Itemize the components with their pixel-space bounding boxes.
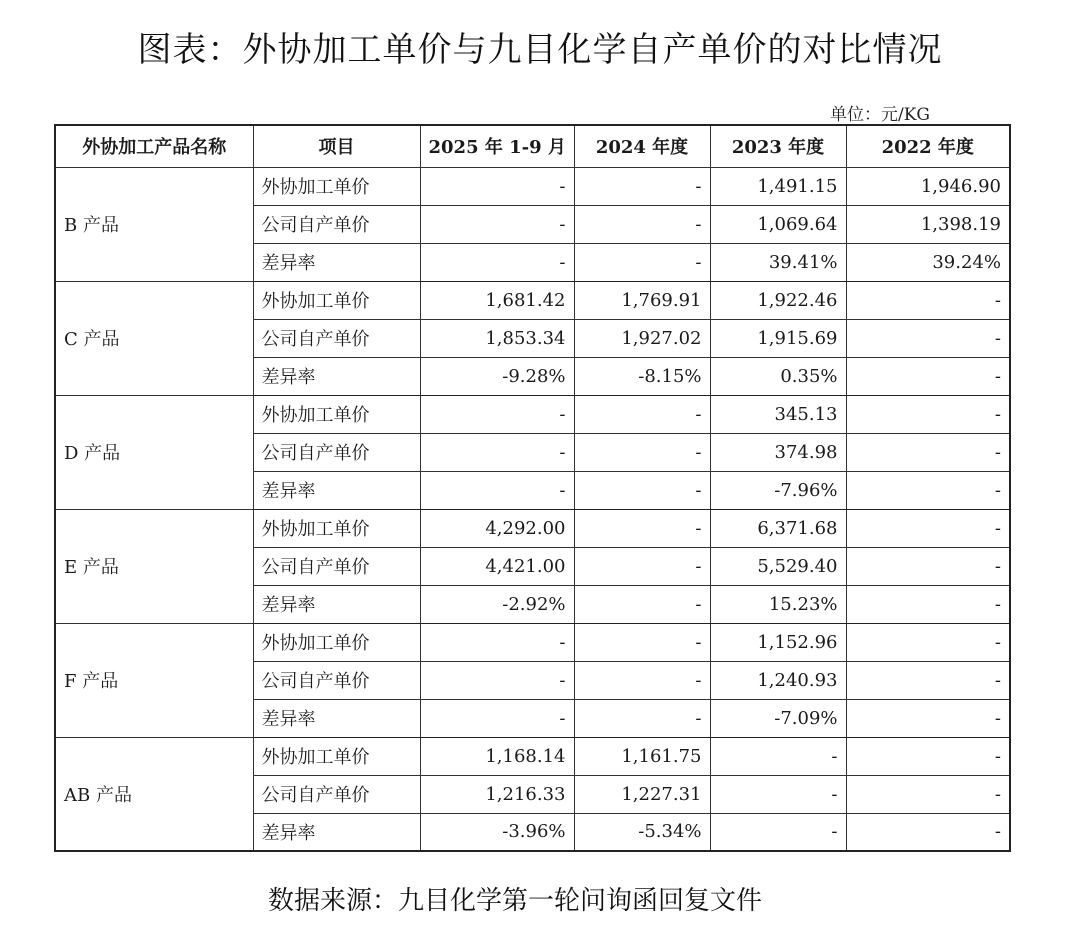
- value-cell: 1,927.02: [574, 319, 710, 357]
- value-cell: -: [846, 585, 1010, 623]
- value-cell: 1,227.31: [574, 775, 710, 813]
- value-cell: -9.28%: [420, 357, 574, 395]
- value-cell: 1,681.42: [420, 281, 574, 319]
- value-cell: -: [846, 433, 1010, 471]
- value-cell: 1,216.33: [420, 775, 574, 813]
- value-cell: -: [574, 471, 710, 509]
- value-cell: -: [420, 243, 574, 281]
- value-cell: -: [420, 471, 574, 509]
- item-cell: 外协加工单价: [253, 509, 420, 547]
- value-cell: -: [846, 509, 1010, 547]
- value-cell: -: [846, 775, 1010, 813]
- value-cell: -: [574, 243, 710, 281]
- value-cell: -5.34%: [574, 813, 710, 851]
- item-cell: 差异率: [253, 357, 420, 395]
- value-cell: -: [420, 205, 574, 243]
- value-cell: -: [846, 319, 1010, 357]
- table-row: [55, 623, 1010, 661]
- table-row: [55, 509, 1010, 547]
- header-item: 项目: [253, 125, 420, 167]
- item-cell: 外协加工单价: [253, 623, 420, 661]
- value-cell: 5,529.40: [710, 547, 846, 585]
- value-cell: -: [420, 433, 574, 471]
- item-cell: 差异率: [253, 585, 420, 623]
- table-row: [55, 167, 1010, 205]
- value-cell: -7.96%: [710, 471, 846, 509]
- value-cell: -: [846, 699, 1010, 737]
- value-cell: -: [574, 509, 710, 547]
- value-cell: -: [420, 167, 574, 205]
- item-cell: 外协加工单价: [253, 167, 420, 205]
- value-cell: -: [574, 547, 710, 585]
- item-cell: 公司自产单价: [253, 319, 420, 357]
- value-cell: -: [710, 813, 846, 851]
- product-name-cell: AB 产品: [55, 737, 253, 851]
- table-body: [55, 167, 1010, 851]
- value-cell: 1,152.96: [710, 623, 846, 661]
- value-cell: -7.09%: [710, 699, 846, 737]
- table-header-row: [55, 125, 1010, 167]
- value-cell: 374.98: [710, 433, 846, 471]
- table-row: [55, 395, 1010, 433]
- value-cell: 15.23%: [710, 585, 846, 623]
- product-name-cell: B 产品: [55, 167, 253, 281]
- data-source-note: 数据来源：九目化学第一轮问询函回复文件: [267, 886, 762, 916]
- table-row: [55, 737, 1010, 775]
- header-2025-q1-q3: 2025 年 1-9 月: [420, 125, 574, 167]
- item-cell: 差异率: [253, 813, 420, 851]
- value-cell: -: [574, 395, 710, 433]
- value-cell: -: [574, 167, 710, 205]
- item-cell: 公司自产单价: [253, 205, 420, 243]
- value-cell: 0.35%: [710, 357, 846, 395]
- value-cell: -: [420, 699, 574, 737]
- value-cell: 1,853.34: [420, 319, 574, 357]
- value-cell: 4,292.00: [420, 509, 574, 547]
- unit-label: 单位：元/KG: [829, 105, 930, 125]
- value-cell: -: [574, 661, 710, 699]
- item-cell: 公司自产单价: [253, 661, 420, 699]
- item-cell: 差异率: [253, 243, 420, 281]
- item-cell: 外协加工单价: [253, 737, 420, 775]
- value-cell: 39.41%: [710, 243, 846, 281]
- header-product-name: 外协加工产品名称: [55, 125, 253, 167]
- value-cell: -8.15%: [574, 357, 710, 395]
- table-row: [55, 281, 1010, 319]
- item-cell: 差异率: [253, 699, 420, 737]
- header-2023: 2023 年度: [710, 125, 846, 167]
- header-2022: 2022 年度: [846, 125, 1010, 167]
- value-cell: 1,769.91: [574, 281, 710, 319]
- value-cell: -: [574, 585, 710, 623]
- header-2024: 2024 年度: [574, 125, 710, 167]
- value-cell: -: [846, 737, 1010, 775]
- value-cell: -: [846, 547, 1010, 585]
- value-cell: 1,946.90: [846, 167, 1010, 205]
- value-cell: -: [420, 623, 574, 661]
- value-cell: -: [846, 471, 1010, 509]
- value-cell: -: [420, 395, 574, 433]
- value-cell: -: [846, 623, 1010, 661]
- value-cell: -: [574, 623, 710, 661]
- value-cell: 6,371.68: [710, 509, 846, 547]
- product-name-cell: C 产品: [55, 281, 253, 395]
- value-cell: -: [710, 737, 846, 775]
- value-cell: 1,922.46: [710, 281, 846, 319]
- product-name-cell: D 产品: [55, 395, 253, 509]
- item-cell: 公司自产单价: [253, 433, 420, 471]
- value-cell: 345.13: [710, 395, 846, 433]
- value-cell: -: [846, 813, 1010, 851]
- item-cell: 公司自产单价: [253, 775, 420, 813]
- value-cell: -: [846, 395, 1010, 433]
- value-cell: 1,491.15: [710, 167, 846, 205]
- item-cell: 公司自产单价: [253, 547, 420, 585]
- product-name-cell: F 产品: [55, 623, 253, 737]
- value-cell: 39.24%: [846, 243, 1010, 281]
- value-cell: -: [574, 699, 710, 737]
- item-cell: 差异率: [253, 471, 420, 509]
- value-cell: -: [574, 433, 710, 471]
- value-cell: 1,398.19: [846, 205, 1010, 243]
- item-cell: 外协加工单价: [253, 395, 420, 433]
- value-cell: 1,240.93: [710, 661, 846, 699]
- value-cell: 1,915.69: [710, 319, 846, 357]
- value-cell: 4,421.00: [420, 547, 574, 585]
- value-cell: -3.96%: [420, 813, 574, 851]
- value-cell: -: [710, 775, 846, 813]
- product-name-cell: E 产品: [55, 509, 253, 623]
- value-cell: -: [420, 661, 574, 699]
- value-cell: -: [846, 281, 1010, 319]
- value-cell: 1,069.64: [710, 205, 846, 243]
- value-cell: -2.92%: [420, 585, 574, 623]
- value-cell: 1,161.75: [574, 737, 710, 775]
- value-cell: -: [574, 205, 710, 243]
- page-title: 图表：外协加工单价与九目化学自产单价的对比情况: [137, 30, 943, 70]
- price-comparison-table: [54, 124, 1011, 852]
- value-cell: 1,168.14: [420, 737, 574, 775]
- value-cell: -: [846, 661, 1010, 699]
- value-cell: -: [846, 357, 1010, 395]
- item-cell: 外协加工单价: [253, 281, 420, 319]
